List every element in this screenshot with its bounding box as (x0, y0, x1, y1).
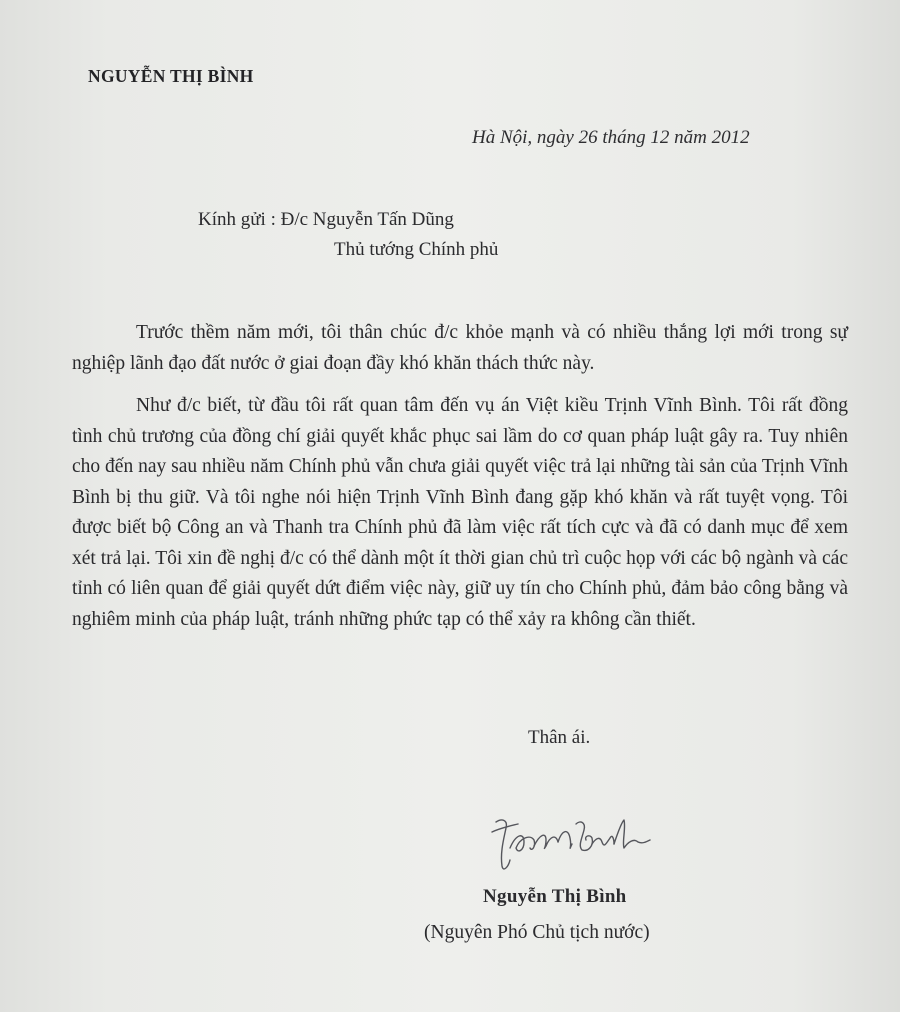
recipient-line-2: Thủ tướng Chính phủ (334, 239, 499, 260)
body-paragraph-1: Trước thềm năm mới, tôi thân chúc đ/c khỏe mạnh và có nhiều thắng lợi mới trong sự nghiệp lãnh đạo đất nước ở giai đoạn đầy khó khăn thách thức này. (72, 322, 848, 374)
recipient-block (198, 205, 498, 265)
sender-header: NGUYỄN THỊ BÌNH (88, 66, 254, 86)
body-paragraph-2: Như đ/c biết, từ đầu tôi rất quan tâm đến vụ án Việt kiều Trịnh Vĩnh Bình. Tôi rất đồng tình chủ trương của đồng chí giải quyết khắc phục sai lầm do cơ quan pháp luật gây ra. Tuy nhiên cho đến nay sau nhiều năm Chính phủ vẫn chưa giải quyết việc trả lại những tài sản của Trịnh Vĩnh Bình bị thu giữ. Và tôi nghe nói hiện Trịnh Vĩnh Bình đang gặp khó khăn và rất tuyệt vọng. Tôi được biết bộ Công an và Thanh tra Chính phủ đã làm việc rất tích cực và đã có danh mục để xem xét trả lại. Tôi xin đề nghị đ/c có thể dành một ít thời gian chủ trì cuộc họp với các bộ ngành và các tỉnh có liên quan để giải quyết dứt điểm việc này, giữ uy tín cho Chính phủ, đảm bảo công bằng và nghiêm minh của pháp luật, tránh những phức tạp có thể xảy ra không cần thiết. (72, 395, 848, 630)
closing: Thân ái. (528, 727, 591, 748)
place-date: Hà Nội, ngày 26 tháng 12 năm 2012 (472, 127, 750, 148)
handwritten-signature (484, 808, 654, 878)
letter-body (72, 318, 848, 647)
signer-name: Nguyễn Thị Bình (483, 886, 627, 907)
signer-title: (Nguyên Phó Chủ tịch nước) (424, 922, 650, 943)
recipient-line-1: Kính gửi : Đ/c Nguyễn Tấn Dũng (198, 209, 454, 230)
